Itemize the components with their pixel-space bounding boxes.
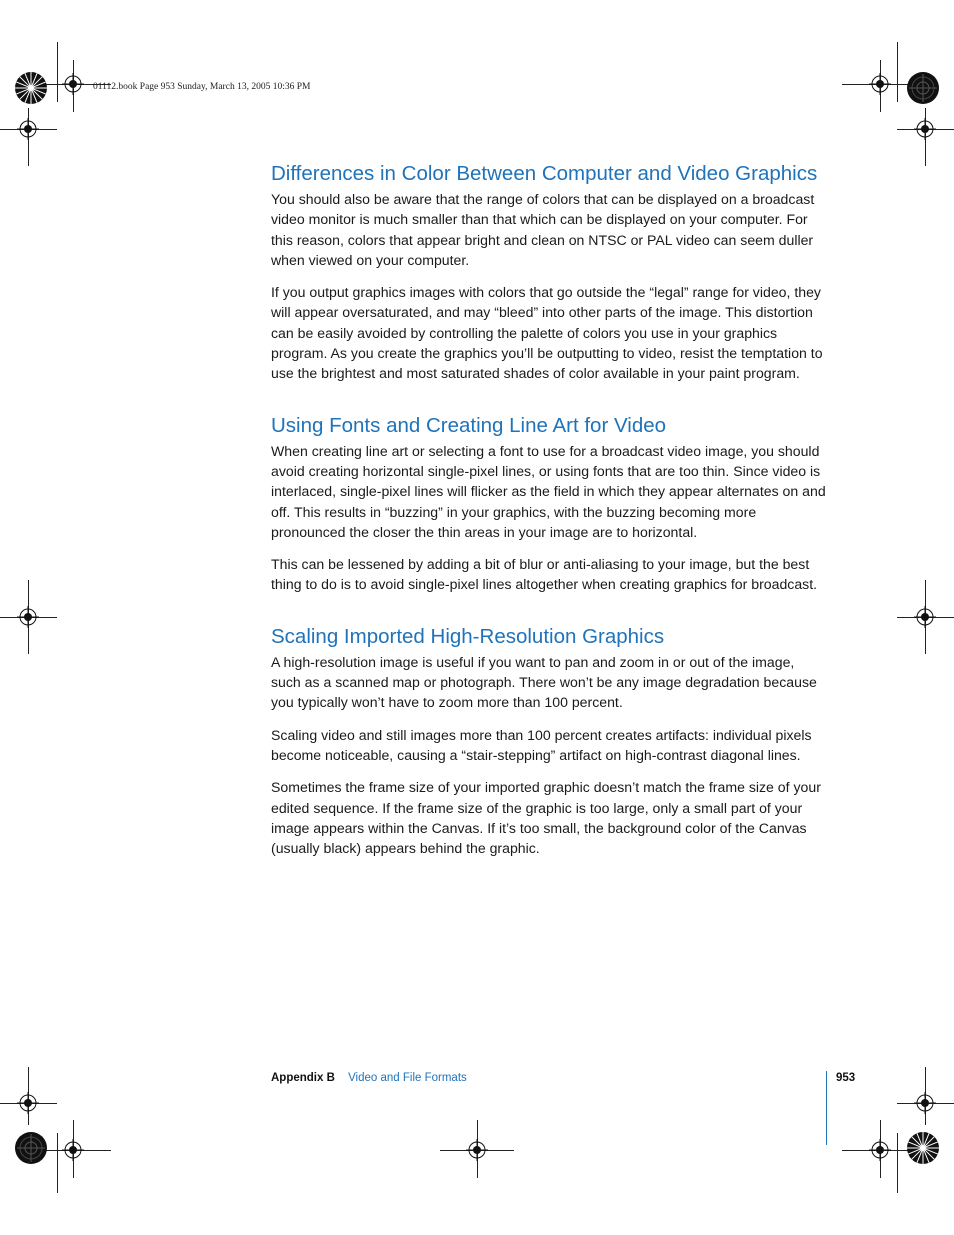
registration-mark-icon — [62, 1139, 84, 1161]
star-target-icon — [906, 1131, 940, 1165]
body-paragraph: When creating line art or selecting a font to use for a broadcast video image, you should avoid creating horizontal single-pixel lines, or using fonts that are too thin. Since video is interlaced, single-pixel lines will flicker as the field in which they appear alternates on and off. This results in “buzzing” in your graphics, with the buzzing becoming more pronounced the closer the thin areas in your image are to horizontal. — [271, 442, 826, 540]
registration-mark-icon — [17, 118, 39, 140]
page-footer — [271, 1072, 467, 1084]
body-paragraph: If you output graphics images with colors that go outside the “legal” range for video, they will appear oversaturated, and may “bleed” into other parts of the image. This distortion can be easily avoided by controlling the palette of colors you use in your graphics program. As you create the graphics you’ll be outputting to video, resist the temptation to use the brightest and most saturated shades of color available in your paint program. — [271, 284, 823, 382]
section-heading: Differences in Color Between Computer and Video Graphics — [271, 162, 818, 185]
main-content — [271, 161, 827, 887]
body-paragraph: Sometimes the frame size of your imported graphic doesn’t match the frame size of your edited sequence. If the frame size of the graphic is too large, only a small part of your image appears within the Canvas. If it’s too small, the background color of the Canvas (usually black) appears behind the graphic. — [271, 779, 821, 857]
page-number: 953 — [836, 1072, 856, 1084]
registration-mark-icon — [869, 1139, 891, 1161]
body-paragraph: You should also be aware that the range of colors that can be displayed on a broadcast video monitor is much smaller than that which can be displayed on your computer. For this reason, colors that appear bright and clean on NTSC or PAL video can seem duller when viewed on your computer. — [271, 191, 815, 268]
section-fonts-line-art — [271, 413, 827, 595]
section-scaling-graphics — [271, 624, 827, 859]
star-target-icon — [14, 1131, 48, 1165]
crop-mark — [57, 42, 58, 102]
star-target-icon — [14, 71, 48, 105]
registration-mark-icon — [466, 1139, 488, 1161]
registration-mark-icon — [914, 118, 936, 140]
body-paragraph: Scaling video and still images more than 100 percent creates artifacts: individual pixels become noticeable, causing a “stair-stepping” artifact on high-contrast diagonal lines. — [271, 726, 812, 763]
body-paragraph: This can be lessened by adding a bit of blur or anti-aliasing to your image, but the best thing to do is to avoid single-pixel lines altogether when creating graphics for broadcast. — [271, 556, 818, 593]
footer-appendix-label: Appendix B — [271, 1072, 335, 1084]
registration-mark-icon — [914, 606, 936, 628]
section-heading: Using Fonts and Creating Line Art for Video — [271, 413, 667, 437]
registration-mark-icon — [17, 1092, 39, 1114]
crop-mark — [57, 1133, 58, 1193]
print-slug: 01112.book Page 953 Sunday, March 13, 2005 10:36 PM — [93, 82, 311, 92]
star-target-icon — [906, 71, 940, 105]
section-color-differences — [271, 161, 827, 384]
section-heading: Scaling Imported High-Resolution Graphics — [271, 624, 665, 648]
footer-divider — [826, 1071, 827, 1145]
crop-mark — [897, 42, 898, 102]
footer-chapter-title: Video and File Formats — [348, 1072, 467, 1084]
body-paragraph: A high-resolution image is useful if you want to pan and zoom in or out of the image, such as a scanned map or photograph. There won’t be any image degradation because you typically won’t have to zoom more than 100 percent. — [271, 653, 817, 711]
registration-mark-icon — [62, 73, 84, 95]
crop-mark — [897, 1133, 898, 1193]
registration-mark-icon — [914, 1092, 936, 1114]
registration-mark-icon — [17, 606, 39, 628]
registration-mark-icon — [869, 73, 891, 95]
